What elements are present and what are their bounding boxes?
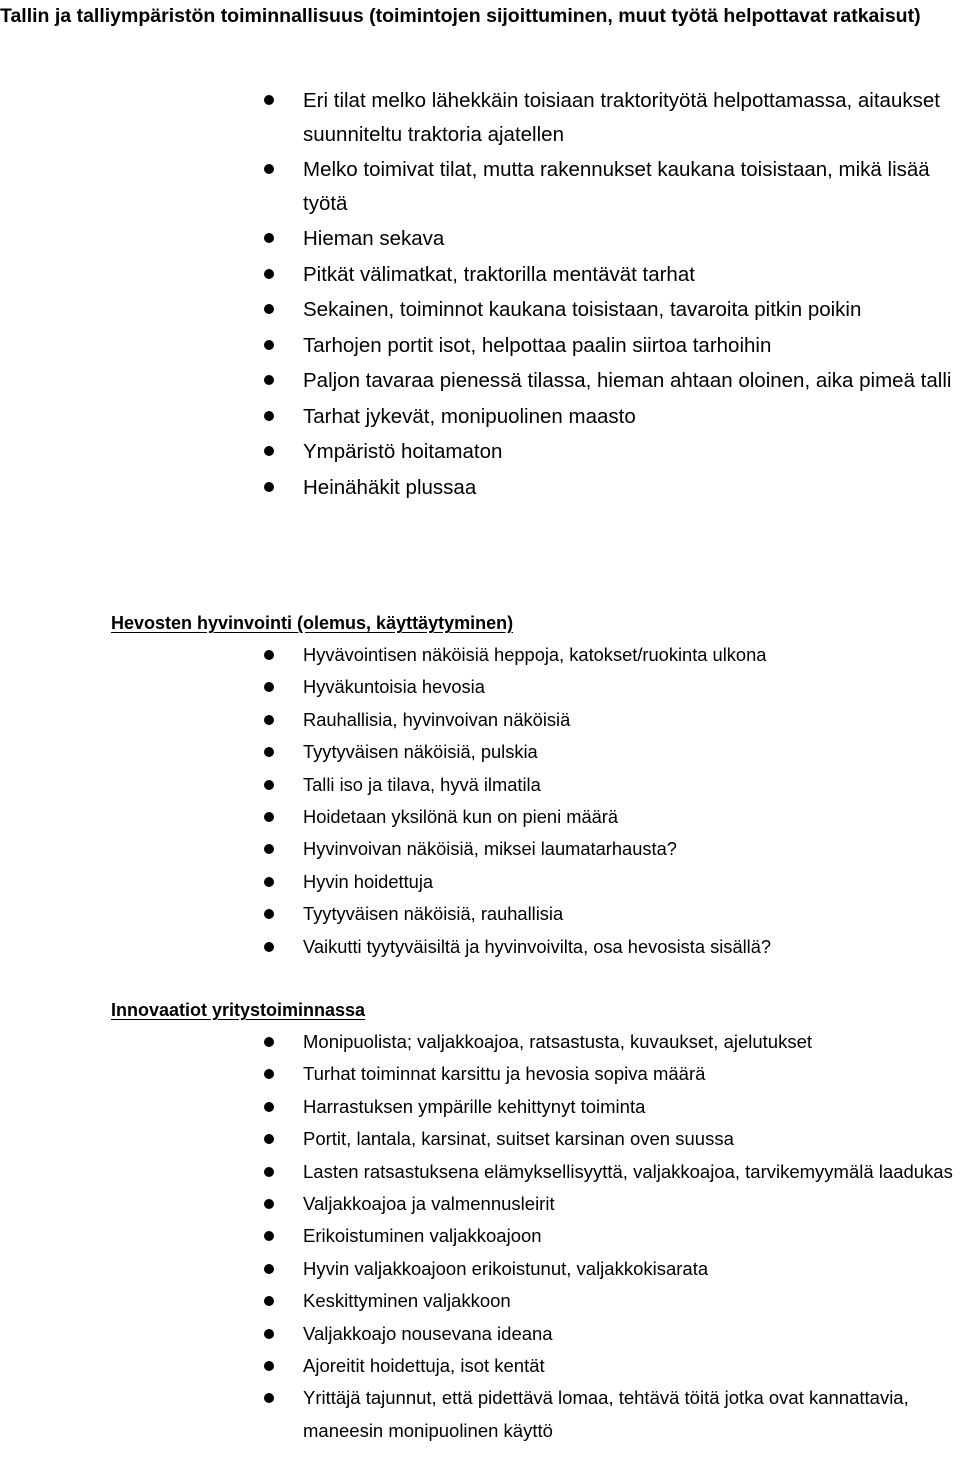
list-item-text: Pitkät välimatkat, traktorilla mentävät tarhat <box>303 262 695 286</box>
bullet-icon <box>264 844 274 854</box>
list-item <box>0 1350 960 1382</box>
list-item <box>0 400 960 434</box>
bullet-icon <box>264 1231 274 1241</box>
section-heading-hyvinvointi: Hevosten hyvinvointi (olemus, käyttäytyminen) <box>111 613 514 633</box>
list-item <box>0 1123 960 1155</box>
list-item <box>0 1318 960 1350</box>
list-item <box>0 898 960 930</box>
list-item-text: Valjakkoajoa ja valmennusleirit <box>303 1193 555 1215</box>
list-item-text: Hieman sekava <box>303 227 445 250</box>
page-title: Tallin ja talliympäristön toiminnallisuus (toimintojen sijoittuminen, muut työtä helpottavat ratkaisut) <box>0 5 921 27</box>
list-item <box>0 471 960 505</box>
list-item-text: Lasten ratsastuksena elämyksellisyyttä, valjakkoajoa, tarvikemyymälä laadukas <box>303 1160 953 1182</box>
bullet-icon <box>264 269 274 279</box>
list-item-text: Harrastuksen ympärille kehittynyt toiminta <box>303 1095 646 1117</box>
list-item <box>0 1058 960 1090</box>
list-item <box>0 258 960 292</box>
list-item <box>0 833 960 865</box>
list-item <box>0 153 960 220</box>
list-item-text: Portit, lantala, karsinat, suitset karsinan oven suussa <box>303 1128 734 1150</box>
bullet-icon <box>264 682 274 692</box>
bullet-icon <box>264 1329 274 1339</box>
list-item <box>0 671 960 703</box>
bullet-icon <box>264 942 274 952</box>
list-item-text: Hyvin valjakkoajoon erikoistunut, valjakkokisarata <box>303 1257 709 1279</box>
list-item <box>0 222 960 256</box>
section2-list <box>0 639 960 963</box>
list-item <box>0 329 960 363</box>
bullet-icon <box>264 164 274 174</box>
list-item <box>0 293 960 327</box>
list-item-text: Hyväkuntoisia hevosia <box>303 676 485 698</box>
bullet-icon <box>264 1264 274 1274</box>
bullet-icon <box>264 747 274 757</box>
list-item-text: Tarhat jykevät, monipuolinen maasto <box>303 404 636 428</box>
list-item-text: Monipuolista; valjakkoajoa, ratsastusta, kuvaukset, ajelutukset <box>303 1031 813 1052</box>
list-item-text: Tyytyväisen näköisiä, pulskia <box>303 741 538 763</box>
bullet-icon <box>264 1069 274 1079</box>
list-item <box>0 1026 960 1058</box>
bullet-icon <box>264 482 274 492</box>
bullet-icon <box>264 1102 274 1112</box>
list-item <box>0 801 960 833</box>
section3-list <box>0 1026 960 1447</box>
list-item <box>0 736 960 768</box>
section1-list <box>0 84 960 506</box>
list-item-text: Vaikutti tyytyväisiltä ja hyvinvoivilta, osa hevosista sisällä? <box>303 935 772 957</box>
list-item <box>0 364 960 398</box>
list-item-text: Valjakkoajo nousevana ideana <box>303 1322 553 1344</box>
list-item-text: Tarhojen portit isot, helpottaa paalin siirtoa tarhoihin <box>303 333 772 357</box>
list-item <box>0 1253 960 1285</box>
list-item <box>0 931 960 963</box>
bullet-icon <box>264 909 274 919</box>
list-item-text: Sekainen, toiminnot kaukana toisistaan, tavaroita pitkin poikin <box>303 298 862 321</box>
bullet-icon <box>264 780 274 790</box>
list-item-text: Melko toimivat tilat, mutta rakennukset kaukana toisistaan, mikä lisää työtä <box>303 158 930 215</box>
bullet-icon <box>264 95 274 105</box>
list-item-text: Paljon tavaraa pienessä tilassa, hieman ahtaan oloinen, aika pimeä talli <box>303 369 952 392</box>
bullet-icon <box>264 1296 274 1306</box>
list-item-text: Rauhallisia, hyvinvoivan näköisiä <box>303 708 571 730</box>
list-item-text: Ympäristö hoitamaton <box>303 440 503 463</box>
list-item-text: Hyvin hoidettuja <box>303 870 434 892</box>
list-item-text: Erikoistuminen valjakkoajoon <box>303 1225 542 1247</box>
bullet-icon <box>264 411 274 421</box>
bullet-icon <box>264 1134 274 1144</box>
bullet-icon <box>264 1037 274 1047</box>
bullet-icon <box>264 1199 274 1209</box>
list-item-text: Hyvinvoivan näköisiä, miksei laumatarhausta? <box>303 838 677 860</box>
bullet-icon <box>264 304 274 314</box>
bullet-icon <box>264 1167 274 1177</box>
list-item <box>0 84 960 151</box>
list-item <box>0 435 960 469</box>
bullet-icon <box>264 877 274 887</box>
bullet-icon <box>264 340 274 350</box>
list-item <box>0 1220 960 1252</box>
list-item <box>0 1188 960 1220</box>
list-item-text: Hoidetaan yksilönä kun on pieni määrä <box>303 806 619 828</box>
list-item <box>0 704 960 736</box>
list-item <box>0 866 960 898</box>
list-item-text: Talli iso ja tilava, hyvä ilmatila <box>303 773 541 795</box>
bullet-icon <box>264 715 274 725</box>
list-item-text: Turhat toiminnat karsittu ja hevosia sopiva määrä <box>303 1063 706 1085</box>
list-item-text: Yrittäjä tajunnut, että pidettävä lomaa, tehtävä töitä jotka ovat kannattavia, maneesin monipuolinen käyttö <box>303 1387 909 1441</box>
list-item <box>0 1285 960 1317</box>
list-item <box>0 1156 960 1188</box>
bullet-icon <box>264 233 274 243</box>
section-heading-innovaatiot: Innovaatiot yritystoiminnassa <box>111 1000 366 1020</box>
list-item <box>0 769 960 801</box>
bullet-icon <box>264 375 274 385</box>
list-item-text: Tyytyväisen näköisiä, rauhallisia <box>303 903 564 925</box>
bullet-icon <box>264 446 274 456</box>
list-item-text: Heinähäkit plussaa <box>303 475 477 499</box>
list-item <box>0 1382 960 1447</box>
list-item-text: Hyvävointisen näköisiä heppoja, katokset/ruokinta ulkona <box>303 644 767 665</box>
list-item <box>0 639 960 671</box>
bullet-icon <box>264 1361 274 1371</box>
list-item <box>0 1091 960 1123</box>
list-item-text: Ajoreitit hoidettuja, isot kentät <box>303 1355 545 1377</box>
list-item-text: Eri tilat melko lähekkäin toisiaan traktorityötä helpottamassa, aitaukset suunniteltu traktoria ajatellen <box>303 89 940 146</box>
bullet-icon <box>264 650 274 660</box>
bullet-icon <box>264 812 274 822</box>
list-item-text: Keskittyminen valjakkoon <box>303 1290 511 1312</box>
bullet-icon <box>264 1393 274 1403</box>
